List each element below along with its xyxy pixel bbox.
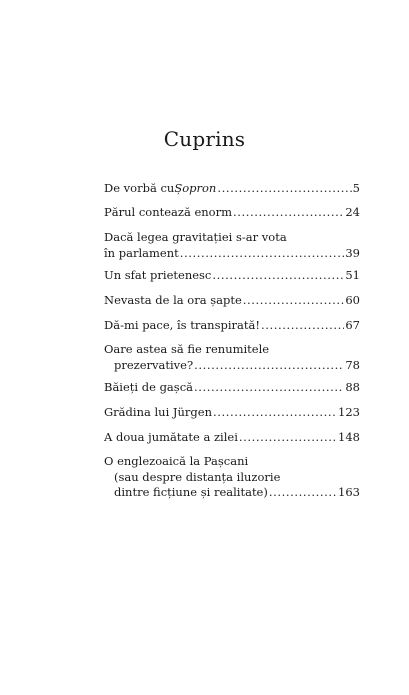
toc-entry-11 — [104, 454, 360, 501]
toc-entry-4 — [104, 268, 360, 284]
dot-leader — [212, 268, 344, 284]
dot-leader — [239, 430, 337, 446]
dot-leader — [269, 485, 337, 501]
toc-page-number: 60 — [345, 293, 360, 307]
toc-entry-title-italic: Șopron — [174, 181, 217, 195]
toc-entry-3 — [104, 230, 360, 261]
toc-entry-title: Un sfat prietenesc — [104, 268, 212, 282]
toc-entry-title: Dacă legea gravitației s-ar vota — [104, 230, 287, 244]
toc-entry-5 — [104, 293, 360, 309]
toc-entry-title: Grădina lui Jürgen — [104, 405, 213, 419]
dot-leader — [194, 380, 344, 396]
toc-entry-2 — [104, 205, 360, 221]
toc-entry-title: De vorbă cu — [104, 181, 175, 195]
toc-entry-title: Dă-mi pace, îs transpirată! — [104, 318, 260, 332]
toc-entry-title: Oare astea să fie renumitele — [104, 342, 270, 356]
toc-entry-title-cont: (sau despre distanța iluzorie — [114, 469, 281, 484]
toc-page-number: 88 — [345, 380, 360, 394]
toc-page-number: 78 — [345, 357, 360, 372]
dot-leader — [243, 293, 345, 309]
page-title: Cuprins — [163, 127, 246, 151]
toc-entry-title: Băieți de gașcă — [104, 380, 193, 394]
toc-page-number: 24 — [345, 205, 360, 219]
toc-entry-7 — [104, 342, 360, 373]
toc-entry-title-cont: în parlament — [104, 245, 179, 260]
toc-entry-title: Părul contează enorm — [104, 205, 232, 219]
dot-leader — [213, 405, 337, 421]
dot-leader — [194, 358, 344, 374]
toc-entry-title-cont: prezervative? — [114, 357, 194, 372]
toc-entry-title: O englezoaică la Pașcani — [104, 454, 249, 468]
toc-page-number: 67 — [345, 318, 360, 332]
toc-page-number: 148 — [338, 430, 360, 444]
toc-entry-10 — [104, 430, 360, 446]
dot-leader — [261, 318, 344, 334]
toc-entry-title: Nevasta de la ora șapte — [104, 293, 242, 307]
toc-page-number: 5 — [352, 181, 360, 195]
toc-page-number: 51 — [345, 268, 360, 282]
dot-leader — [233, 205, 344, 221]
toc-page-number: 123 — [338, 405, 360, 419]
toc-entry-9 — [104, 405, 360, 421]
toc-entry-8 — [104, 380, 360, 396]
dot-leader — [217, 181, 351, 197]
toc-entry-6 — [104, 318, 360, 334]
toc-entry-title-cont: dintre ficțiune și realitate) — [114, 485, 268, 499]
toc-entry-1 — [104, 181, 360, 197]
toc-page-number: 39 — [345, 245, 360, 260]
toc-entry-title: A doua jumătate a zilei — [104, 430, 238, 444]
toc-page-number: 163 — [338, 485, 360, 499]
dot-leader — [180, 246, 345, 262]
